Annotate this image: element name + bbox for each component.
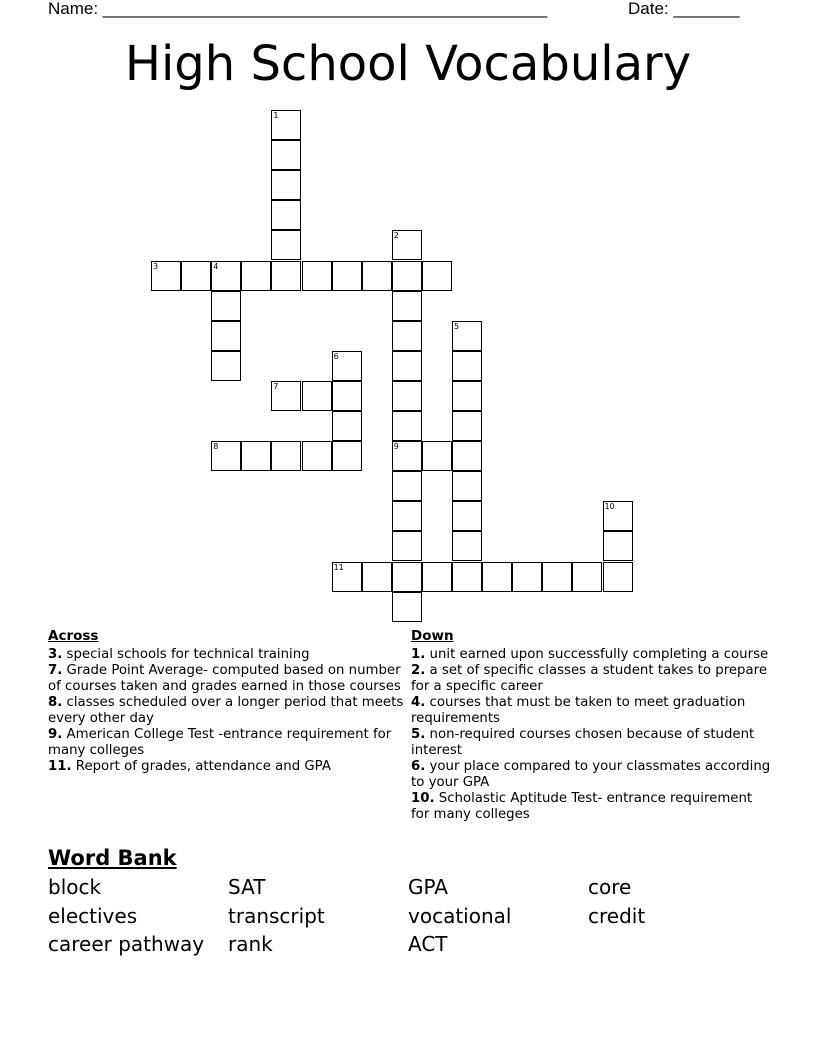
- crossword-cell[interactable]: [392, 291, 422, 321]
- down-clue: 1. unit earned upon successfully completing a course: [411, 647, 769, 662]
- cell-number: 1: [273, 111, 279, 120]
- crossword-cell[interactable]: [392, 230, 422, 260]
- down-clue: 10. Scholastic Aptitude Test- entrance requirement for many colleges: [411, 791, 753, 822]
- down-clue: 6. your place compared to your classmates according to your GPA: [411, 759, 771, 790]
- crossword-cell[interactable]: [211, 261, 241, 291]
- date-field[interactable]: Date: _______: [628, 0, 740, 18]
- word-bank-item: SAT: [228, 875, 266, 899]
- crossword-cell[interactable]: [332, 411, 362, 441]
- down-heading: Down: [411, 628, 454, 644]
- crossword-cell[interactable]: [271, 381, 301, 411]
- crossword-cell[interactable]: [241, 261, 271, 291]
- page-title: High School Vocabulary: [124, 36, 692, 92]
- crossword-cell[interactable]: [392, 471, 422, 501]
- crossword-cell[interactable]: [392, 531, 422, 561]
- crossword-cell[interactable]: [452, 411, 482, 441]
- crossword-cell[interactable]: [452, 501, 482, 531]
- across-clue: 9. American College Test -entrance requirement for many colleges: [48, 727, 392, 758]
- crossword-cell[interactable]: [392, 592, 422, 622]
- across-clue: 8. classes scheduled over a longer period that meets every other day: [48, 695, 404, 726]
- crossword-cell[interactable]: [362, 261, 392, 291]
- crossword-cell[interactable]: [452, 471, 482, 501]
- cell-number: 4: [213, 261, 219, 271]
- word-bank-item: transcript: [228, 903, 325, 928]
- down-clues: [411, 628, 771, 823]
- crossword-cell[interactable]: [271, 170, 301, 200]
- crossword-cell[interactable]: [302, 441, 332, 471]
- crossword-cell[interactable]: [452, 562, 482, 592]
- crossword-cell[interactable]: [603, 501, 633, 531]
- crossword-cell[interactable]: [332, 261, 362, 291]
- crossword-cell[interactable]: [542, 562, 572, 592]
- crossword-cell[interactable]: [181, 261, 211, 291]
- crossword-cell[interactable]: [302, 381, 332, 411]
- word-bank-item: career pathway: [48, 932, 205, 956]
- crossword-cell[interactable]: [422, 562, 452, 592]
- word-bank-item: core: [588, 875, 632, 899]
- crossword-cell[interactable]: [422, 441, 452, 471]
- crossword-cell[interactable]: [241, 441, 271, 471]
- across-clue: 3. special schools for technical training: [48, 647, 310, 662]
- crossword-cell[interactable]: [271, 230, 301, 260]
- crossword-cell[interactable]: [603, 531, 633, 561]
- crossword-cell[interactable]: [211, 441, 241, 471]
- crossword-cell[interactable]: [392, 441, 422, 471]
- cell-number: 8: [213, 442, 219, 452]
- word-bank-item: credit: [588, 903, 646, 928]
- crossword-cell[interactable]: [392, 562, 422, 592]
- crossword-cell[interactable]: [452, 321, 482, 351]
- word-bank-item: ACT: [408, 932, 448, 956]
- across-clue: 11. Report of grades, attendance and GPA: [48, 759, 331, 774]
- crossword-cell[interactable]: [482, 562, 512, 592]
- crossword-cell[interactable]: [603, 562, 633, 592]
- crossword-cell[interactable]: [362, 562, 392, 592]
- crossword-cell[interactable]: [271, 261, 301, 291]
- word-bank-item: electives: [48, 903, 138, 928]
- word-bank-item: block: [48, 875, 102, 899]
- crossword-cell[interactable]: [452, 351, 482, 381]
- down-clue: 4. courses that must be taken to meet graduation requirements: [411, 695, 746, 726]
- crossword-cell[interactable]: [332, 562, 362, 592]
- crossword-cell[interactable]: [332, 381, 362, 411]
- word-bank-title: Word Bank: [48, 846, 177, 870]
- crossword-cell[interactable]: [452, 531, 482, 561]
- crossword-cell[interactable]: [392, 501, 422, 531]
- word-bank-item: rank: [228, 932, 273, 956]
- cell-number: 11: [333, 562, 344, 572]
- crossword-cell[interactable]: [392, 321, 422, 351]
- word-bank-item: GPA: [408, 875, 448, 899]
- word-bank: [48, 873, 768, 959]
- cell-number: 6: [333, 351, 339, 361]
- crossword-cell[interactable]: [452, 441, 482, 471]
- crossword-cell[interactable]: [332, 351, 362, 381]
- crossword-cell[interactable]: [271, 441, 301, 471]
- crossword-cell[interactable]: [211, 291, 241, 321]
- crossword-cell[interactable]: [211, 321, 241, 351]
- crossword-cell[interactable]: [332, 441, 362, 471]
- across-clue: 7. Grade Point Average- computed based on number of courses taken and grades earned in those courses: [48, 663, 401, 694]
- crossword-cell[interactable]: [392, 381, 422, 411]
- crossword-cell[interactable]: [572, 562, 602, 592]
- crossword-cell[interactable]: [512, 562, 542, 592]
- across-clues: [48, 628, 408, 775]
- crossword-cell[interactable]: [392, 351, 422, 381]
- down-clue: 2. a set of specific classes a student takes to prepare for a specific career: [411, 663, 767, 694]
- crossword-cell[interactable]: [271, 110, 301, 140]
- cell-number: 9: [393, 442, 399, 452]
- down-clue: 5. non-required courses chosen because of student interest: [411, 727, 755, 758]
- crossword-cell[interactable]: [302, 261, 332, 291]
- cell-number: 10: [604, 502, 615, 512]
- crossword-cell[interactable]: [392, 261, 422, 291]
- word-bank-item: vocational: [408, 903, 512, 928]
- cell-number: 3: [153, 261, 159, 271]
- crossword-cell[interactable]: [452, 381, 482, 411]
- name-field[interactable]: Name: _______________________________________________: [48, 0, 548, 18]
- cell-number: 2: [393, 231, 399, 241]
- crossword-cell[interactable]: [151, 261, 181, 291]
- cell-number: 5: [454, 321, 460, 331]
- crossword-cell[interactable]: [422, 261, 452, 291]
- across-heading: Across: [48, 628, 99, 644]
- cell-number: 7: [273, 381, 279, 391]
- crossword-cell[interactable]: [211, 351, 241, 381]
- crossword-cell[interactable]: [271, 200, 301, 230]
- crossword-cell[interactable]: [392, 411, 422, 441]
- crossword-cell[interactable]: [271, 140, 301, 170]
